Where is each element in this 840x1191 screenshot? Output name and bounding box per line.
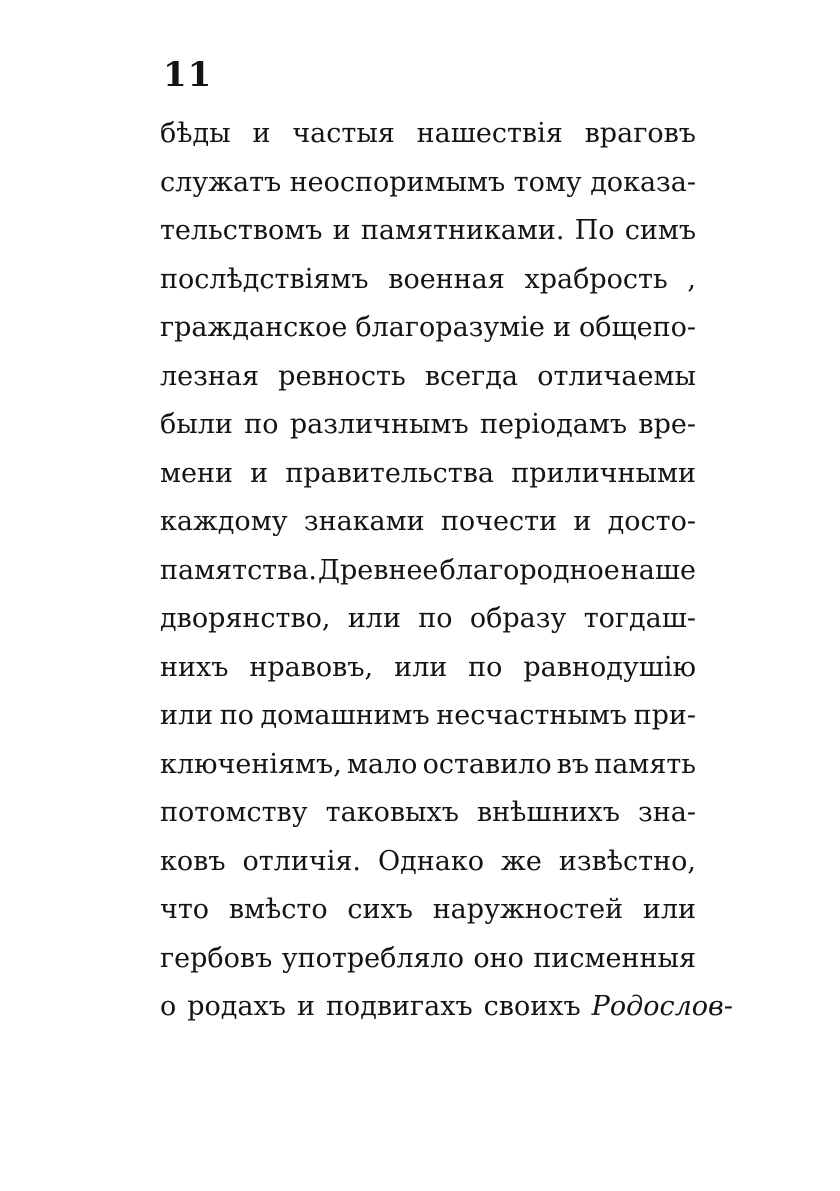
word: нравовъ, (249, 651, 374, 683)
word: правительства (285, 457, 495, 489)
text-line (160, 498, 696, 547)
word: извѣстно, (558, 845, 696, 877)
word: благоразуміе (355, 312, 545, 343)
word: и (250, 457, 269, 489)
word: враговъ (584, 118, 696, 149)
italic-word: Родослов- (591, 991, 733, 1022)
word: памятниками. (360, 215, 565, 246)
word: же (501, 845, 542, 877)
text-line-last (160, 983, 733, 1032)
word: тогдаш- (583, 603, 696, 634)
word: ключеніямъ, (160, 748, 342, 780)
word: образу (469, 603, 567, 634)
word: оставило (422, 748, 552, 780)
word: были (160, 409, 233, 440)
body-text (160, 110, 733, 1032)
text-line (160, 256, 696, 305)
word: дворянство, (160, 603, 331, 634)
word: вре- (638, 409, 696, 440)
word: ревность (278, 360, 406, 392)
text-line (160, 304, 696, 353)
word: писменныя (533, 942, 696, 974)
word: нихъ (160, 651, 229, 683)
word: досто- (607, 506, 696, 537)
word: каждому (160, 506, 288, 537)
word: неоспоримымъ (289, 166, 506, 198)
word: отличаемы (537, 360, 696, 392)
word: зна- (638, 797, 696, 828)
word: сихъ (347, 894, 413, 925)
word: , (687, 263, 696, 295)
word: своихъ (483, 991, 581, 1022)
word: послѣдствіямъ (160, 263, 369, 295)
word: тельствомъ (160, 215, 323, 246)
word: бѣды (160, 118, 231, 149)
word: почести (440, 506, 558, 537)
word: подвигахъ (325, 991, 473, 1022)
word: отличія. (242, 845, 361, 877)
word: частыя (292, 118, 395, 149)
word: или (160, 700, 214, 731)
word: доказа- (590, 166, 696, 198)
word: и (573, 506, 592, 537)
word: и (296, 991, 315, 1022)
word: по (219, 700, 254, 731)
word: храбрость (524, 263, 668, 295)
word: Однако (378, 845, 484, 877)
text-line (160, 159, 696, 208)
word: внѣшнихъ (476, 797, 620, 828)
word: память (594, 748, 696, 780)
word: несчастнымъ (436, 700, 628, 731)
word: вмѣсто (228, 894, 328, 925)
word: знаками (303, 506, 425, 537)
text-line (160, 450, 696, 499)
text-line (160, 207, 696, 256)
word: или (642, 894, 696, 925)
word: мени (160, 457, 233, 489)
word: періодамъ (479, 409, 628, 440)
word: гражданское (160, 312, 348, 343)
word: по (244, 409, 279, 440)
text-line (160, 741, 696, 790)
word: симъ (624, 215, 696, 246)
word: тому (513, 166, 582, 198)
word: домашнимъ (260, 700, 430, 731)
text-line (160, 789, 696, 838)
word: родахъ (187, 991, 286, 1022)
word: при- (633, 700, 696, 731)
word: оно (473, 942, 524, 974)
text-line (160, 935, 696, 984)
word: наружностей (432, 894, 624, 925)
word: всегда (424, 360, 519, 392)
word: гербовъ (160, 942, 273, 974)
text-line (160, 547, 696, 596)
word: или (347, 603, 401, 634)
word: въ (556, 748, 590, 780)
word: лезная (160, 360, 259, 392)
word: и (252, 118, 271, 149)
word: наше (620, 554, 696, 586)
text-line (160, 692, 696, 741)
word: служатъ (160, 166, 282, 198)
word: или (394, 651, 448, 683)
word: по (418, 603, 453, 634)
word: и (332, 215, 351, 246)
text-line (160, 595, 696, 644)
word: таковыхъ (325, 797, 459, 828)
word: приличными (511, 457, 696, 489)
word: различнымъ (289, 409, 469, 440)
word: нашествія (416, 118, 563, 149)
word: равнодушію (523, 651, 696, 683)
word: потомству (160, 797, 308, 828)
word: По (574, 215, 615, 246)
word: общепо- (579, 312, 696, 343)
text-line (160, 353, 696, 402)
text-line (160, 838, 696, 887)
word: военная (388, 263, 505, 295)
word: что (160, 894, 210, 925)
word: по (468, 651, 503, 683)
word: употребляло (281, 942, 464, 974)
word: мало (346, 748, 418, 780)
text-line (160, 644, 696, 693)
text-line (160, 401, 696, 450)
word: ковъ (160, 845, 226, 877)
word: памятства. (160, 554, 318, 586)
word: Древнее (318, 554, 439, 586)
word: о (160, 991, 177, 1022)
text-line (160, 886, 696, 935)
word: благородное (439, 554, 620, 586)
word: и (552, 312, 571, 343)
text-line (160, 110, 696, 159)
page-number: 11 (163, 55, 213, 95)
